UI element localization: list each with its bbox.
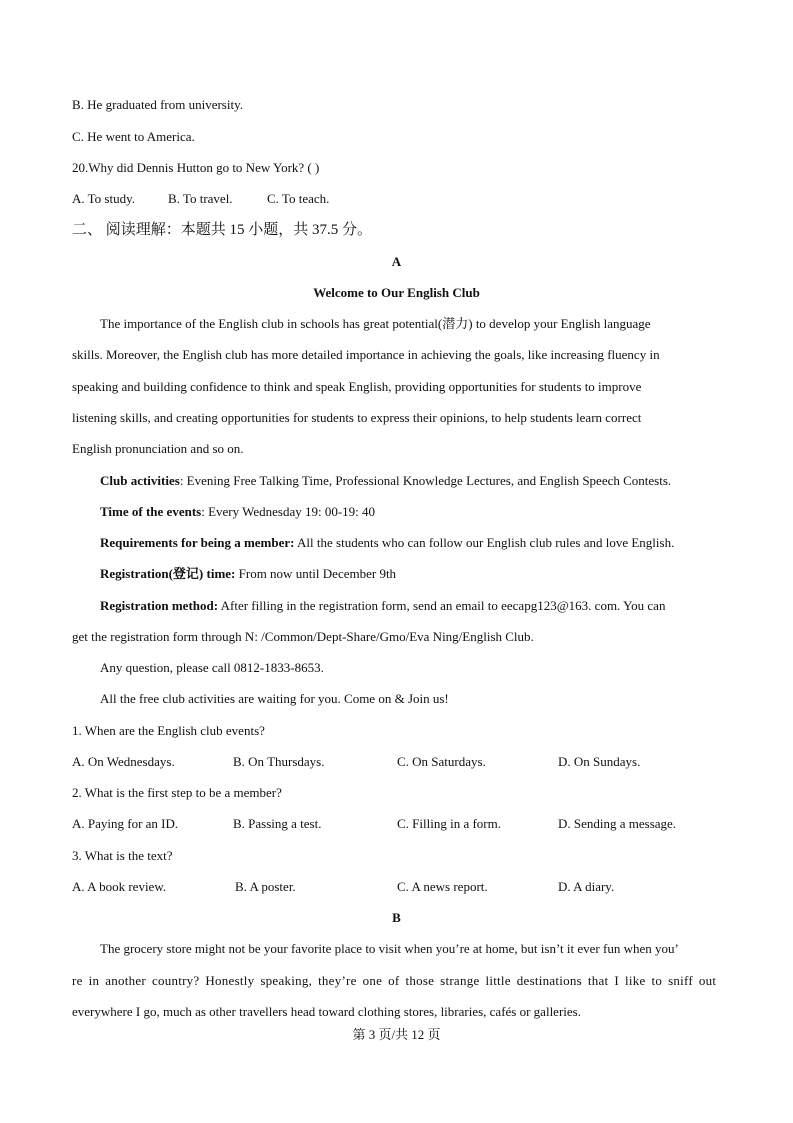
intro-line-4: listening skills, and creating opportunities for students to express their opinions, to help students learn correct: [72, 410, 642, 425]
club-activities: [100, 473, 671, 489]
q20-option-c: C. To teach.: [267, 191, 330, 206]
passage-a-letter: A: [391, 254, 402, 269]
question-3-option-d: D. A diary.: [558, 879, 615, 894]
question-1-option-d: D. On Sundays.: [558, 754, 641, 769]
registration-time: [100, 566, 396, 582]
q19-option-b: B. He graduated from university.: [72, 97, 243, 112]
club-activities-text: : Evening Free Talking Time, Professional Knowledge Lectures, and English Speech Contests.: [179, 473, 672, 488]
registration-method-text: After filling in the registration form, send an email to eecapg123@163. com. You can: [218, 598, 666, 613]
question-3-option-c: C. A news report.: [397, 879, 488, 894]
intro-line-1: The importance of the English club in schools has great potential(潜力) to develop your English language: [100, 316, 651, 331]
passage-b-line-3: everywhere I go, much as other travellers head toward clothing stores, libraries, cafés or galleries.: [72, 1004, 581, 1019]
member-requirements-text: All the students who can follow our English club rules and love English.: [294, 535, 675, 550]
intro-line-3: speaking and building confidence to think and speak English, providing opportunities for students to improve: [72, 379, 642, 394]
passage-b-letter: B: [392, 910, 401, 925]
member-requirements-label: Requirements for being a member:: [100, 535, 295, 550]
registration-method: [100, 598, 665, 614]
intro-line-2: skills. Moreover, the English club has more detailed importance in achieving the goals, like increasing fluency in: [72, 347, 660, 362]
club-activities-label: Club activities: [100, 473, 180, 488]
question-2-option-c: C. Filling in a form.: [397, 816, 501, 831]
q20-option-a: A. To study.: [72, 191, 136, 206]
question-3-option-b: B. A poster.: [235, 879, 296, 894]
passage-b-line-1: The grocery store might not be your favorite place to visit when you’re at home, but isn’t it ever fun when you’: [100, 941, 679, 956]
event-time-text: : Every Wednesday 19: 00-19: 40: [201, 504, 376, 519]
question-1-stem: 1. When are the English club events?: [72, 723, 265, 738]
intro-line-5: English pronunciation and so on.: [72, 441, 244, 456]
q19-option-c: C. He went to America.: [72, 129, 195, 144]
question-1-option-b: B. On Thursdays.: [233, 754, 325, 769]
event-time-label: Time of the events: [100, 504, 202, 519]
question-3-option-a: A. A book review.: [72, 879, 167, 894]
passage-a-title: Welcome to Our English Club: [313, 285, 480, 300]
question-1-option-c: C. On Saturdays.: [397, 754, 486, 769]
registration-time-label: Registration(登记) time:: [100, 566, 236, 581]
question-2-option-a: A. Paying for an ID.: [72, 816, 179, 831]
registration-method-line-2: get the registration form through N: /Common/Dept-Share/Gmo/Eva Ning/English Club.: [72, 629, 534, 644]
member-requirements: [100, 535, 674, 551]
contact-phone: Any question, please call 0812-1833-8653.: [100, 660, 324, 675]
q20-stem: 20.Why did Dennis Hutton go to New York? ( ): [72, 160, 320, 175]
question-2-option-d: D. Sending a message.: [558, 816, 677, 831]
question-2-option-b: B. Passing a test.: [233, 816, 322, 831]
registration-method-label: Registration method:: [100, 598, 219, 613]
page-footer: 第 3 页/共 12 页: [352, 1027, 441, 1042]
question-1-option-a: A. On Wednesdays.: [72, 754, 175, 769]
closing-line: All the free club activities are waiting for you. Come on & Join us!: [100, 691, 449, 706]
passage-b-line-2: re in another country? Honestly speaking, they’re one of those strange little destinations that I like to sniff out: [72, 973, 717, 988]
section-heading: 二、 阅读理解：本题共 15 小题，共 37.5 分。: [72, 222, 373, 238]
question-2-stem: 2. What is the first step to be a member?: [72, 785, 282, 800]
event-time: [100, 504, 375, 520]
question-3-stem: 3. What is the text?: [72, 848, 173, 863]
registration-time-text: From now until December 9th: [235, 566, 397, 581]
q20-option-b: B. To travel.: [168, 191, 233, 206]
